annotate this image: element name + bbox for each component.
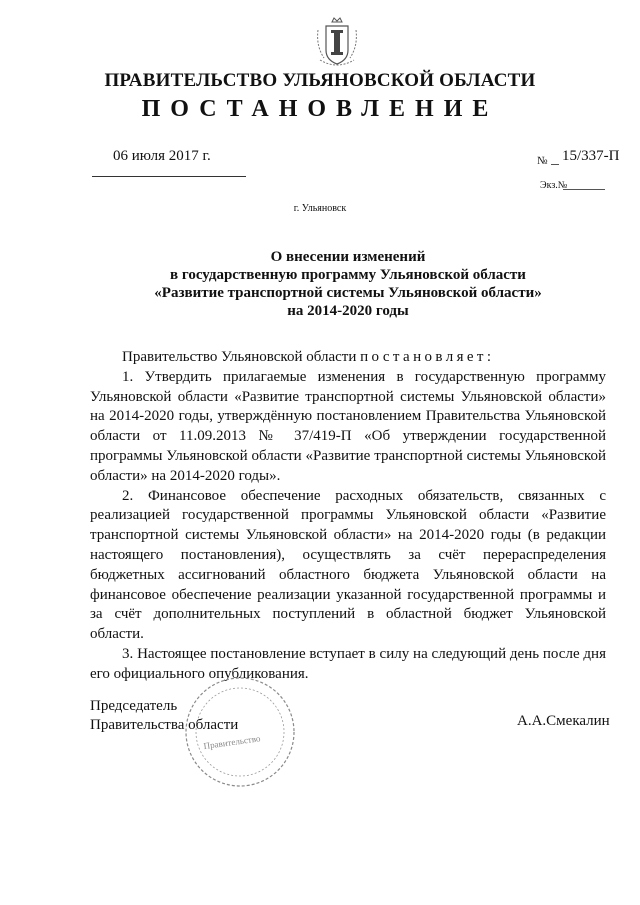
paragraph-1: 1. Утвердить прилагаемые изменения в государственную программу Ульяновской области «Развитие транспортной системы Ульяновской области» на 2014-2020 годы, утверждённую постановлением Правительства Ульяновской области от 11.09.2013 № 37/419-П «Об утверждении государственной программы Ульяновской области «Развитие транспортной системы Ульяновской области» на 2014-2020 годы».	[90, 368, 606, 484]
number-sign: №	[537, 155, 548, 167]
document-date: 06 июля 2017 г.	[113, 148, 211, 164]
document-type: ПОСТАНОВЛЕНИЕ	[141, 96, 499, 122]
copy-number-line	[563, 189, 605, 190]
title-line: в государственную программу Ульяновской области	[170, 267, 526, 283]
ulyanovsk-coat-of-arms-icon	[314, 16, 360, 68]
date-underline	[92, 176, 246, 177]
government-name: ПРАВИТЕЛЬСТВО УЛЬЯНОВСКОЙ ОБЛАСТИ	[104, 70, 536, 91]
resolution-intro	[90, 348, 606, 368]
number-underline	[551, 164, 559, 165]
signatory-title-line1: Председатель	[90, 698, 178, 714]
intro-resolves: постановляет:	[360, 349, 495, 365]
paragraph-2: 2. Финансовое обеспечение расходных обязательств, связанных с реализацией государственной программы Ульяновской области «Развитие транспортной системы Ульяновской области» на 2014-2020 годы (в редакции настоящего постановления), осуществлять за счёт перераспределения бюджетных ассигнований областного бюджета Ульяновской области на финансовое обеспечение реализации указанной государственной программы и за счёт дополнительных поступлений в областной бюджет Ульяновской области.	[90, 487, 606, 643]
copy-number-label: Экз.№	[540, 180, 568, 191]
city: г. Ульяновск	[293, 203, 347, 214]
signatory-title	[90, 697, 238, 735]
paragraph-3: 3. Настоящее постановление вступает в силу на следующий день после дня его официального опубликования.	[90, 645, 606, 682]
document-number: 15/337-П	[562, 148, 620, 164]
signatory-name: А.А.Смекалин	[517, 713, 610, 729]
title-line: «Развитие транспортной системы Ульяновской области»	[154, 285, 542, 301]
intro-prefix: Правительство Ульяновской области	[122, 349, 361, 365]
stamp-text: Правительство	[202, 733, 261, 752]
document-body	[90, 348, 606, 685]
title-line: на 2014-2020 годы	[287, 303, 409, 319]
document-title	[90, 248, 606, 320]
title-line: О внесении изменений	[270, 249, 426, 265]
signatory-title-line2: Правительства области	[90, 717, 239, 733]
